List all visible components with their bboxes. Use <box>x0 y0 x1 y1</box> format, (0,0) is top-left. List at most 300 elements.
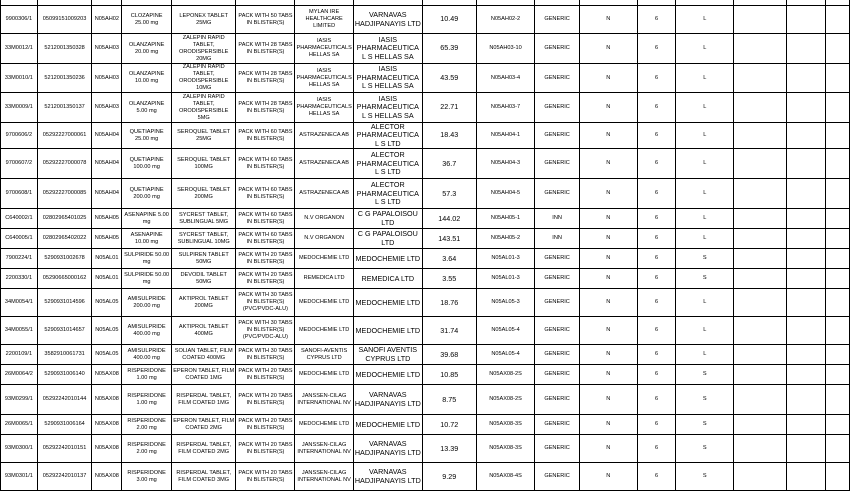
table-cell: GENERIC <box>535 289 579 317</box>
table-cell: RISPERDAL TABLET, FILM COATED 3MG <box>171 463 236 491</box>
table-cell: S <box>676 385 734 415</box>
table-cell: PACK WITH 60 TABS IN BLISTER(S) <box>236 149 295 179</box>
table-cell: 93M0301/1 <box>1 463 38 491</box>
table-cell: VARNAVAS HADJIPANAYIS LTD <box>353 6 422 34</box>
table-cell <box>787 123 826 149</box>
table-cell: 05292242010151 <box>37 435 92 463</box>
table-cell: PACK WITH 30 TABS IN BLISTER(S) <box>236 345 295 365</box>
table-cell: VARNAVAS HADJIPANAYIS LTD <box>353 435 422 463</box>
table-cell: 6 <box>637 269 676 289</box>
table-cell: GENERIC <box>535 317 579 345</box>
table-cell: ASENAPINE 10.00 mg <box>122 229 172 249</box>
table-cell: N05AL05-4 <box>476 345 535 365</box>
table-row <box>1 415 850 435</box>
table-cell: N05AH03 <box>92 93 122 123</box>
table-cell: N05AX08 <box>92 365 122 385</box>
table-cell: 34M0054/1 <box>1 289 38 317</box>
table-cell: GENERIC <box>535 34 579 64</box>
table-cell: N05AH02-2 <box>476 6 535 34</box>
table-cell <box>734 229 787 249</box>
table-cell <box>734 209 787 229</box>
table-cell: PACK WITH 60 TABS IN BLISTER(S) <box>236 229 295 249</box>
table-cell: N05AL01-3 <box>476 269 535 289</box>
table-cell: VARNAVAS HADJIPANAYIS LTD <box>353 385 422 415</box>
table-cell: EPERON TABLET, FILM COATED 1MG <box>171 365 236 385</box>
table-cell: 9900306/1 <box>1 6 38 34</box>
table-cell <box>734 345 787 365</box>
table-cell: IASIS PHARMACEUTICAL S HELLAS SA <box>353 93 422 123</box>
table-cell <box>734 385 787 415</box>
table-cell: S <box>676 365 734 385</box>
table-cell: GENERIC <box>535 123 579 149</box>
table-cell: N05AH05 <box>92 229 122 249</box>
table-cell: 3582910061731 <box>37 345 92 365</box>
table-row <box>1 463 850 491</box>
table-cell: 31.74 <box>422 317 476 345</box>
table-cell: N <box>579 209 637 229</box>
table-cell: REMEDICA LTD <box>295 269 353 289</box>
table-cell <box>787 209 826 229</box>
table-cell <box>734 249 787 269</box>
table-row <box>1 93 850 123</box>
table-cell: N <box>579 93 637 123</box>
table-row <box>1 435 850 463</box>
table-cell <box>825 149 849 179</box>
table-cell <box>787 463 826 491</box>
table-cell: N05AX08 <box>92 463 122 491</box>
table-cell: RISPERDAL TABLET, FILM COATED 2MG <box>171 435 236 463</box>
table-cell: L <box>676 229 734 249</box>
table-cell <box>734 64 787 93</box>
table-cell: 65.39 <box>422 34 476 64</box>
table-cell: OLANZAPINE 20.00 mg <box>122 34 172 64</box>
table-cell: 05292242010144 <box>37 385 92 415</box>
table-cell: SEROQUEL TABLET 100MG <box>171 149 236 179</box>
table-cell: JANSSEN-CILAG INTERNATIONAL NV <box>295 385 353 415</box>
table-cell <box>734 269 787 289</box>
table-cell: GENERIC <box>535 249 579 269</box>
table-cell: SEROQUEL TABLET 25MG <box>171 123 236 149</box>
table-cell: 6 <box>637 345 676 365</box>
table-cell: L <box>676 149 734 179</box>
table-cell: N05AL05-3 <box>476 289 535 317</box>
table-cell: 36.7 <box>422 149 476 179</box>
table-cell: IASIS PHARMACEUTICAL S HELLAS SA <box>353 34 422 64</box>
table-cell: 6 <box>637 64 676 93</box>
table-cell: SYCREST TABLET, SUBLINGUAL 5MG <box>171 209 236 229</box>
table-cell: PACK WITH 20 TABS IN BLISTER(S) <box>236 269 295 289</box>
table-cell: CLOZAPINE 25.00 mg <box>122 6 172 34</box>
table-row <box>1 34 850 64</box>
table-cell: OLANZAPINE 5.00 mg <box>122 93 172 123</box>
table-cell: N <box>579 249 637 269</box>
table-cell: MEDOCHEMIE LTD <box>295 249 353 269</box>
table-cell: 26M0065/1 <box>1 415 38 435</box>
table-cell: QUETIAPINE 100.00 mg <box>122 149 172 179</box>
table-cell: N <box>579 365 637 385</box>
table-cell: 13.39 <box>422 435 476 463</box>
table-cell <box>825 64 849 93</box>
table-cell <box>787 149 826 179</box>
table-cell: ZALEPIN RAPID TABLET, ORODISPERSIBLE 10MG <box>171 64 236 93</box>
table-cell: N <box>579 269 637 289</box>
table-cell: PACK WITH 20 TABS IN BLISTER(S) <box>236 249 295 269</box>
table-cell: 05290665000162 <box>37 269 92 289</box>
table-cell: L <box>676 123 734 149</box>
table-cell: 6 <box>637 317 676 345</box>
table-cell: QUETIAPINE 25.00 mg <box>122 123 172 149</box>
table-cell: 34M0055/1 <box>1 317 38 345</box>
table-cell: 5290931006140 <box>37 365 92 385</box>
table-cell: MEDOCHEMIE LTD <box>353 317 422 345</box>
table-cell: 10.72 <box>422 415 476 435</box>
table-cell: EPERON TABLET, FILM COATED 2MG <box>171 415 236 435</box>
table-cell: IASIS PHARMACEUTICAL S HELLAS SA <box>353 64 422 93</box>
table-cell: 33M0009/1 <box>1 93 38 123</box>
table-cell: 6 <box>637 229 676 249</box>
table-cell: LEPONEX TABLET 25MG <box>171 6 236 34</box>
table-cell: 5290931014657 <box>37 317 92 345</box>
table-cell: SEROQUEL TABLET 200MG <box>171 179 236 209</box>
table-cell: S <box>676 415 734 435</box>
table-cell: RISPERIDONE 2.00 mg <box>122 415 172 435</box>
table-cell: S <box>676 463 734 491</box>
table-cell: N <box>579 123 637 149</box>
table-cell: N05AX08-3S <box>476 415 535 435</box>
table-cell: N05AH05-2 <box>476 229 535 249</box>
table-cell <box>787 365 826 385</box>
table-cell <box>825 345 849 365</box>
table-cell: IASIS PHARMACEUTICALS HELLAS SA <box>295 34 353 64</box>
table-cell: SYCREST TABLET, SUBLINGUAL 10MG <box>171 229 236 249</box>
table-cell <box>787 415 826 435</box>
table-cell <box>825 249 849 269</box>
table-cell: N <box>579 179 637 209</box>
table-cell: MEDOCHEMIE LTD <box>353 249 422 269</box>
table-cell: SANOFI AVENTIS CYPRUS LTD <box>353 345 422 365</box>
table-cell: 6 <box>637 6 676 34</box>
table-row <box>1 123 850 149</box>
table-cell: AMISULPRIDE 400.00 mg <box>122 345 172 365</box>
table-row <box>1 317 850 345</box>
table-cell <box>734 149 787 179</box>
table-cell: 9700607/2 <box>1 149 38 179</box>
table-cell: PACK WITH 20 TABS IN BLISTER(S) <box>236 463 295 491</box>
table-cell <box>825 6 849 34</box>
table-cell: PACK WITH 30 TABS IN BLISTER(S) (PVC/PVDC-ALU) <box>236 317 295 345</box>
table-cell: MYLAN IRE HEALTHCARE LIMITED <box>295 6 353 34</box>
table-cell: GENERIC <box>535 435 579 463</box>
table-cell: N <box>579 317 637 345</box>
table-cell: N05AH03-7 <box>476 93 535 123</box>
table-cell: MEDOCHEMIE LTD <box>353 289 422 317</box>
table-cell <box>734 435 787 463</box>
table-cell <box>734 365 787 385</box>
table-cell <box>734 34 787 64</box>
table-cell: N05AL05 <box>92 289 122 317</box>
table-cell: RISPERIDONE 3.00 mg <box>122 463 172 491</box>
table-cell: ASTRAZENECA AB <box>295 179 353 209</box>
table-row <box>1 249 850 269</box>
table-cell: PACK WITH 60 TABS IN BLISTER(S) <box>236 179 295 209</box>
table-cell: 9.29 <box>422 463 476 491</box>
table-cell: N05AH04-3 <box>476 149 535 179</box>
table-cell: INN <box>535 209 579 229</box>
table-row <box>1 229 850 249</box>
table-cell <box>787 435 826 463</box>
table-cell: 6 <box>637 149 676 179</box>
table-cell: OLANZAPINE 10.00 mg <box>122 64 172 93</box>
table-cell <box>787 345 826 365</box>
table-cell: ASENAPINE 5.00 mg <box>122 209 172 229</box>
table-cell: PACK WITH 28 TABS IN BLISTER(S) <box>236 34 295 64</box>
table-cell: N05AL05 <box>92 317 122 345</box>
table-cell: N <box>579 149 637 179</box>
table-cell: N <box>579 64 637 93</box>
table-cell: QUETIAPINE 200.00 mg <box>122 179 172 209</box>
table-cell: 2200109/1 <box>1 345 38 365</box>
table-cell: N05AX08-2S <box>476 385 535 415</box>
table-cell: N05AH04 <box>92 179 122 209</box>
table-cell: SULPIREN TABLET 50MG <box>171 249 236 269</box>
table-cell <box>787 229 826 249</box>
table-cell: N05AH04-5 <box>476 179 535 209</box>
table-cell: 33M0012/1 <box>1 34 38 64</box>
table-cell: 22.71 <box>422 93 476 123</box>
table-cell: L <box>676 179 734 209</box>
table-cell: PACK WITH 20 TABS IN BLISTER(S) <box>236 415 295 435</box>
table-cell: ALECTOR PHARMACEUTICAL S LTD <box>353 149 422 179</box>
table-cell <box>787 385 826 415</box>
table-cell: 05292227000078 <box>37 149 92 179</box>
table-cell: N <box>579 415 637 435</box>
table-cell: N <box>579 34 637 64</box>
table-cell: 6 <box>637 435 676 463</box>
table-cell: N05AH02 <box>92 6 122 34</box>
table-cell: RISPERIDONE 1.00 mg <box>122 385 172 415</box>
table-cell: 10.49 <box>422 6 476 34</box>
table-cell <box>825 365 849 385</box>
table-cell: INN <box>535 229 579 249</box>
table-cell <box>734 289 787 317</box>
table-cell <box>787 64 826 93</box>
table-cell: L <box>676 64 734 93</box>
table-cell: PACK WITH 30 TABS IN BLISTER(S) (PVC/PVDC-ALU) <box>236 289 295 317</box>
table-cell: 93M0299/1 <box>1 385 38 415</box>
table-row <box>1 385 850 415</box>
table-cell: 5290931014596 <box>37 289 92 317</box>
table-cell: S <box>676 249 734 269</box>
table-cell <box>825 289 849 317</box>
table-cell: N.V ORGANON <box>295 209 353 229</box>
table-cell: N05AX08-2S <box>476 365 535 385</box>
table-cell: N.V ORGANON <box>295 229 353 249</box>
table-cell <box>825 179 849 209</box>
table-cell: PACK WITH 60 TABS IN BLISTER(S) <box>236 209 295 229</box>
table-cell: GENERIC <box>535 64 579 93</box>
table-cell: 6 <box>637 34 676 64</box>
table-cell: 6 <box>637 415 676 435</box>
table-cell: ALECTOR PHARMACEUTICAL S LTD <box>353 123 422 149</box>
table-cell: N05AL01 <box>92 269 122 289</box>
table-cell: 5290931006164 <box>37 415 92 435</box>
table-cell: N05AX08 <box>92 435 122 463</box>
table-cell: C640005/1 <box>1 229 38 249</box>
table-cell: N <box>579 345 637 365</box>
table-cell: MEDOCHEMIE LTD <box>295 365 353 385</box>
table-cell: L <box>676 289 734 317</box>
table-cell: 39.68 <box>422 345 476 365</box>
table-cell <box>825 209 849 229</box>
table-cell: N <box>579 289 637 317</box>
table-cell: SULPIRIDE 50.00 mg <box>122 249 172 269</box>
table-cell: ZALEPIN RAPID TABLET, ORODISPERSIBLE 20MG <box>171 34 236 64</box>
table-cell: GENERIC <box>535 385 579 415</box>
table-cell: N <box>579 6 637 34</box>
table-cell: AKTIPROL TABLET 200MG <box>171 289 236 317</box>
table-cell: ZALEPIN RAPID TABLET, ORODISPERSIBLE 5MG <box>171 93 236 123</box>
table-cell: N <box>579 229 637 249</box>
table-row <box>1 289 850 317</box>
table-cell: 6 <box>637 209 676 229</box>
table-cell <box>787 6 826 34</box>
table-cell: RISPERDAL TABLET, FILM COATED 1MG <box>171 385 236 415</box>
table-cell <box>787 179 826 209</box>
table-cell: N05AH05-1 <box>476 209 535 229</box>
table-cell: N05AH04 <box>92 123 122 149</box>
table-cell: 93M0300/1 <box>1 435 38 463</box>
table-row <box>1 179 850 209</box>
table-cell: 8.75 <box>422 385 476 415</box>
table-cell <box>825 415 849 435</box>
table-cell: JANSSEN-CILAG INTERNATIONAL NV <box>295 435 353 463</box>
table-cell: PACK WITH 28 TABS IN BLISTER(S) <box>236 93 295 123</box>
table-cell: N05AX08 <box>92 385 122 415</box>
table-cell: 3.64 <box>422 249 476 269</box>
table-cell: GENERIC <box>535 269 579 289</box>
table-cell: 02802965402022 <box>37 229 92 249</box>
table-cell: N <box>579 385 637 415</box>
table-cell <box>825 123 849 149</box>
table-cell: N05AX08-4S <box>476 463 535 491</box>
table-cell <box>787 289 826 317</box>
table-cell: N <box>579 463 637 491</box>
table-cell: 05292227000085 <box>37 179 92 209</box>
table-cell <box>787 269 826 289</box>
table-cell: IASIS PHARMACEUTICALS HELLAS SA <box>295 64 353 93</box>
table-cell <box>825 435 849 463</box>
table-cell: PACK WITH 28 TABS IN BLISTER(S) <box>236 64 295 93</box>
table-cell: 9700606/2 <box>1 123 38 149</box>
table-cell: 9700608/1 <box>1 179 38 209</box>
table-cell <box>734 123 787 149</box>
table-cell: 43.59 <box>422 64 476 93</box>
table-cell: 33M0010/1 <box>1 64 38 93</box>
table-cell <box>787 249 826 269</box>
table-cell: N05AH03-4 <box>476 64 535 93</box>
table-cell: 6 <box>637 463 676 491</box>
table-cell: 2200330/1 <box>1 269 38 289</box>
table-cell: 6 <box>637 123 676 149</box>
table-cell: C G PAPALOISOU LTD <box>353 209 422 229</box>
table-row <box>1 209 850 229</box>
table-cell: 143.51 <box>422 229 476 249</box>
table-cell: GENERIC <box>535 6 579 34</box>
table-cell: SANOFI-AVENTIS CYPRUS LTD <box>295 345 353 365</box>
table-cell: N05AL05 <box>92 345 122 365</box>
table-cell: 6 <box>637 93 676 123</box>
table-cell: AMISULPRIDE 200.00 mg <box>122 289 172 317</box>
table-cell: 5290931002678 <box>37 249 92 269</box>
table-row <box>1 269 850 289</box>
table-cell: C G PAPALOISOU LTD <box>353 229 422 249</box>
table-cell: MEDOCHEMIE LTD <box>295 289 353 317</box>
table-row <box>1 149 850 179</box>
table-cell: N05AL01 <box>92 249 122 269</box>
table-cell: 3.55 <box>422 269 476 289</box>
table-cell: L <box>676 345 734 365</box>
table-cell: N05AH03 <box>92 64 122 93</box>
table-cell: 26M0064/2 <box>1 365 38 385</box>
table-cell: S <box>676 269 734 289</box>
table-cell: PACK WITH 50 TABS IN BLISTER(S) <box>236 6 295 34</box>
table-cell <box>825 463 849 491</box>
table-cell: 02802965401025 <box>37 209 92 229</box>
table-cell <box>825 385 849 415</box>
table-cell: 5212001350328 <box>37 34 92 64</box>
table-cell <box>734 93 787 123</box>
table-cell: PACK WITH 20 TABS IN BLISTER(S) <box>236 385 295 415</box>
table-cell: SULPIRIDE 50.00 mg <box>122 269 172 289</box>
table-cell: AMISULPRIDE 400.00 mg <box>122 317 172 345</box>
table-cell <box>734 463 787 491</box>
table-cell: 7900224/1 <box>1 249 38 269</box>
table-cell: 5212001350236 <box>37 64 92 93</box>
table-row <box>1 64 850 93</box>
table-cell: 144.02 <box>422 209 476 229</box>
table-cell: SOLIAN TABLET, FILM COATED 400MG <box>171 345 236 365</box>
table-cell: REMEDICA LTD <box>353 269 422 289</box>
table-cell: L <box>676 93 734 123</box>
table-cell: 6 <box>637 385 676 415</box>
table-cell: MEDOCHEMIE LTD <box>295 415 353 435</box>
table-cell: 05292242010137 <box>37 463 92 491</box>
table-cell <box>825 229 849 249</box>
table-cell: ASTRAZENECA AB <box>295 123 353 149</box>
table-cell <box>787 317 826 345</box>
table-cell: N05AH04 <box>92 149 122 179</box>
table-cell: DEVODIL TABLET 50MG <box>171 269 236 289</box>
table-row <box>1 365 850 385</box>
table-cell: C640002/1 <box>1 209 38 229</box>
table-cell: S <box>676 435 734 463</box>
table-cell: ALECTOR PHARMACEUTICAL S LTD <box>353 179 422 209</box>
table-cell: JANSSEN-CILAG INTERNATIONAL NV <box>295 463 353 491</box>
table-cell: RISPERIDONE 2.00 mg <box>122 435 172 463</box>
table-cell: N05AX08 <box>92 415 122 435</box>
table-cell <box>734 179 787 209</box>
table-cell: PACK WITH 20 TABS IN BLISTER(S) <box>236 365 295 385</box>
table-cell <box>734 317 787 345</box>
table-cell: 6 <box>637 289 676 317</box>
table-cell: MEDOCHEMIE LTD <box>353 415 422 435</box>
table-cell: N05AH04-1 <box>476 123 535 149</box>
table-cell: AKTIPROL TABLET 400MG <box>171 317 236 345</box>
table-cell <box>787 93 826 123</box>
table-cell <box>825 269 849 289</box>
table-cell: GENERIC <box>535 149 579 179</box>
table-cell: PACK WITH 60 TABS IN BLISTER(S) <box>236 123 295 149</box>
